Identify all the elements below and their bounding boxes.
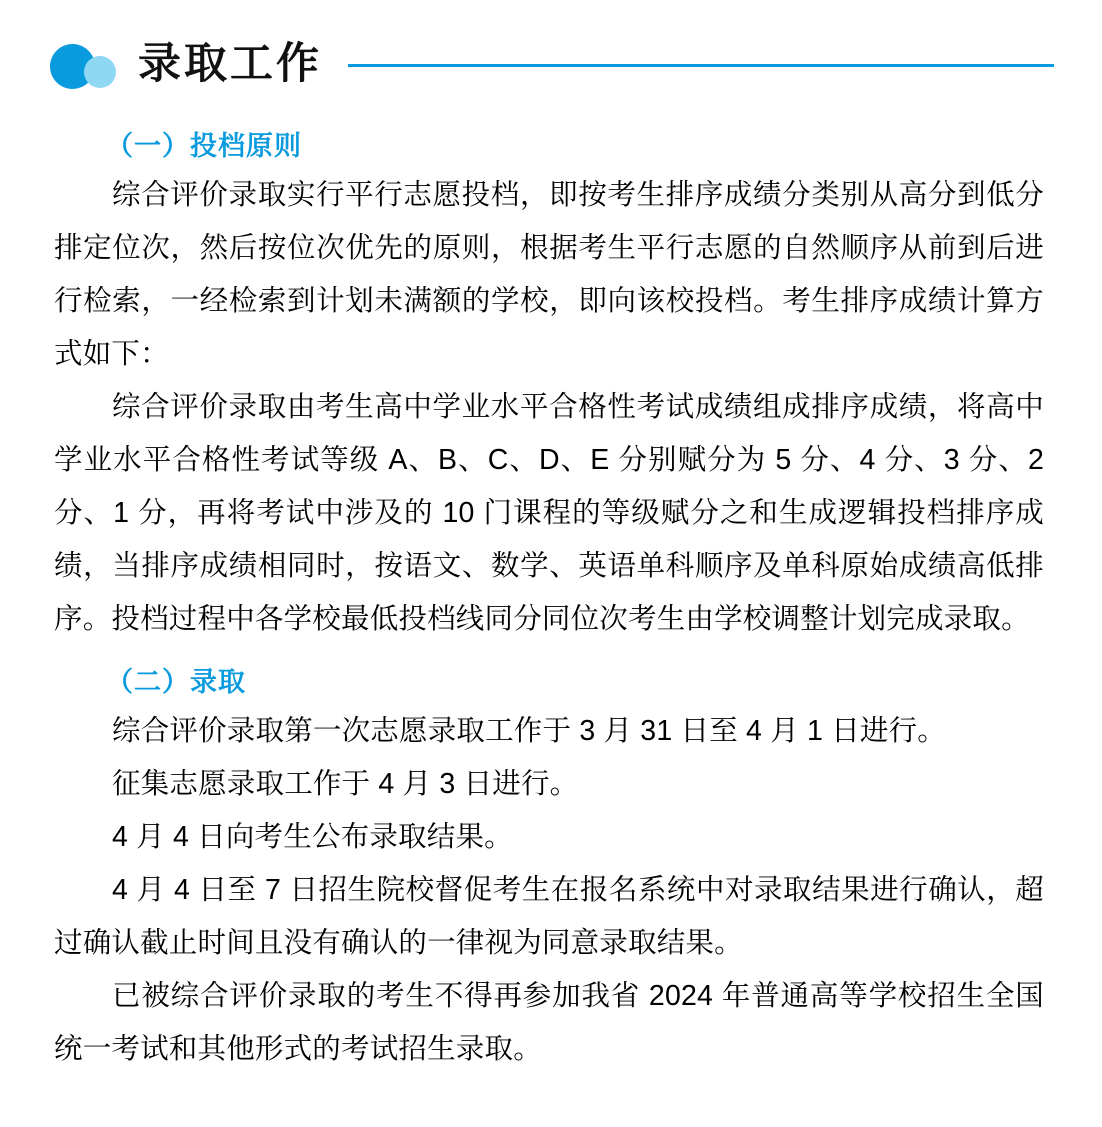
two-circles-logo-icon	[50, 42, 132, 90]
paragraph-2-2: 征集志愿录取工作于 4 月 3 日进行。	[112, 768, 579, 800]
paragraph-2-5: 已被综合评价录取的考生不得再参加我省 2024 年普通高等学校招生全国统一考试和其他形式的考试招生录取。	[54, 980, 1044, 1065]
paragraph-2-1: 综合评价录取第一次志愿录取工作于 3 月 31 日至 4 月 1 日进行。	[112, 715, 946, 747]
paragraph-1-1: 综合评价录取实行平行志愿投档，即按考生排序成绩分类别从高分到低分排定位次，然后按位次优先的原则，根据考生平行志愿的自然顺序从前到后进行检索，一经检索到计划未满额的学校，即向该校投档。考生排序成绩计算方式如下：	[54, 179, 1044, 370]
paragraph-2-3: 4 月 4 日向考生公布录取结果。	[112, 821, 513, 853]
paragraph-1-2: 综合评价录取由考生高中学业水平合格性考试成绩组成排序成绩，将高中学业水平合格性考试等级 A、B、C、D、E 分别赋分为 5 分、4 分、3 分、2 分、1 分，再将考试中涉及的 10 门课程的等级赋分之和生成逻辑投档排序成绩，当排序成绩相同时，按语文、数学、英语单科顺序及单科原始成绩高低排序。投档过程中各学校最低投档线同分同位次考生由学校调整计划完成录取。	[54, 391, 1044, 635]
header-divider	[348, 64, 1054, 67]
page-header	[48, 0, 1054, 110]
section-heading-1: （一）投档原则	[106, 131, 302, 161]
logo-circle-small	[84, 56, 116, 88]
page-title: 录取工作	[138, 39, 322, 88]
paragraph-2-4: 4 月 4 日至 7 日招生院校督促考生在报名系统中对录取结果进行确认，超过确认截止时间且没有确认的一律视为同意录取结果。	[54, 874, 1044, 959]
document-content	[48, 124, 1054, 1076]
section-heading-2: （二）录取	[106, 667, 246, 697]
